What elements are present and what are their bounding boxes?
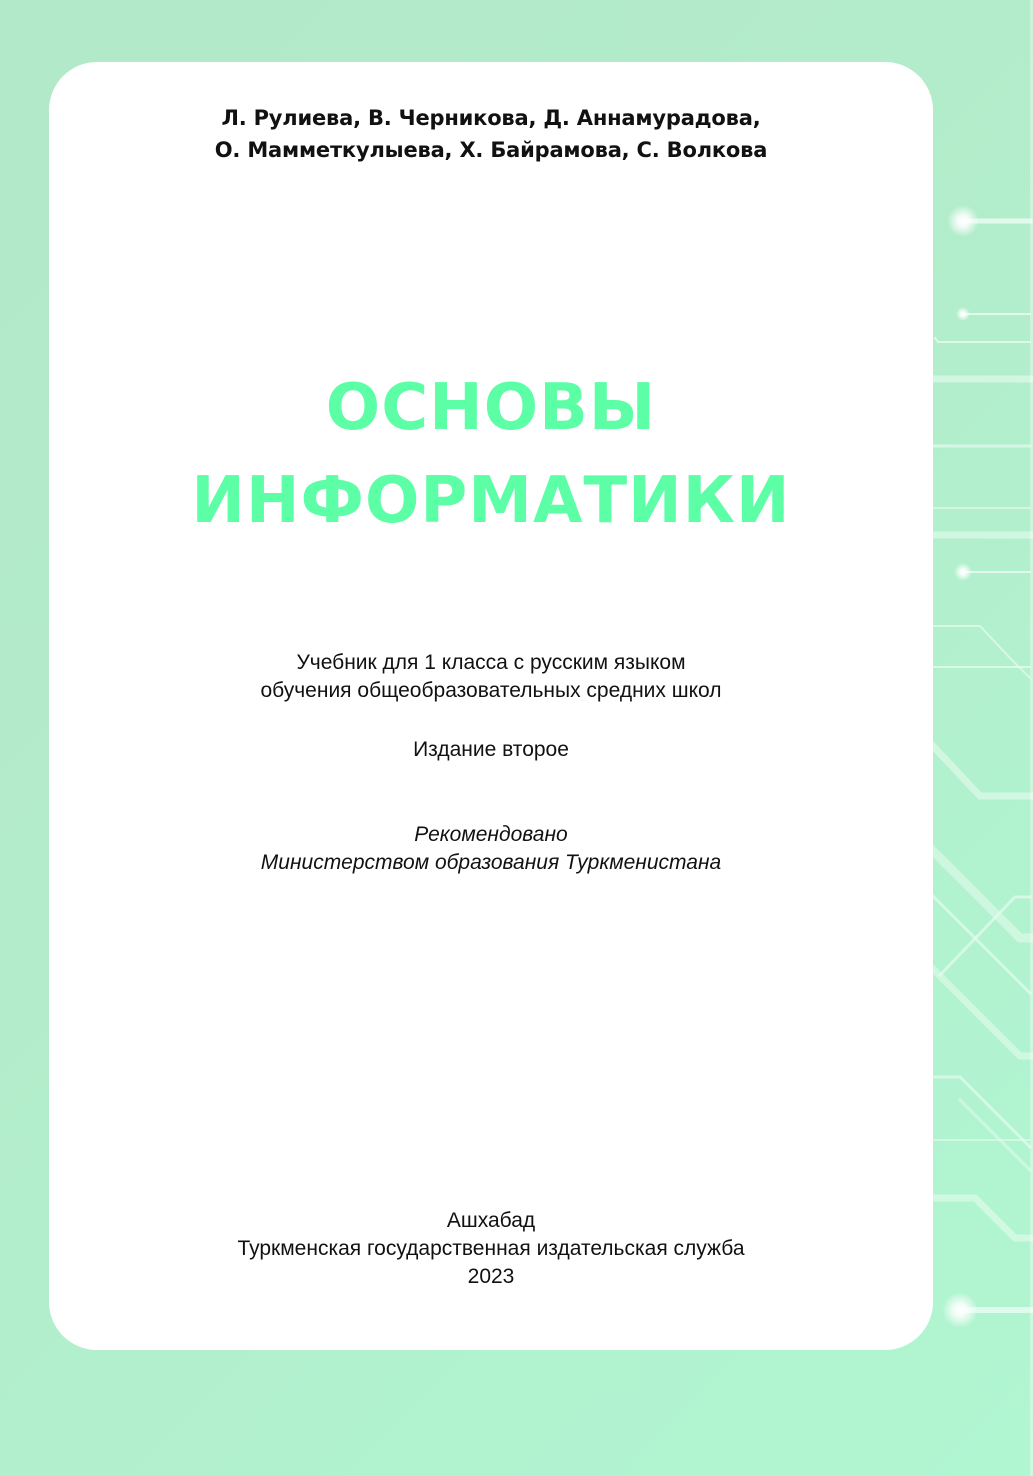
book-title-line-1: ОСНОВЫ <box>325 371 657 445</box>
imprint-publisher: Туркменская государственная издательская служба <box>237 1237 745 1260</box>
book-subtitle <box>49 649 933 705</box>
book-title <box>49 362 933 548</box>
authors-line-2: О. Мамметкулыева, Х. Байрамова, С. Волкова <box>214 138 768 162</box>
authors <box>49 102 933 166</box>
subtitle-line-1: Учебник для 1 класса с русским языком <box>296 651 686 674</box>
recommendation-line-2: Министерством образования Туркменистана <box>260 851 722 874</box>
authors-line-1: Л. Рулиева, В. Черникова, Д. Аннамурадова, <box>221 106 761 130</box>
title-page-card <box>49 62 933 1350</box>
publisher-imprint <box>49 1207 933 1291</box>
imprint-city: Ашхабад <box>446 1209 536 1232</box>
subtitle-line-2: обучения общеобразовательных средних школ <box>260 679 722 702</box>
recommendation <box>49 821 933 877</box>
imprint-year: 2023 <box>467 1265 515 1288</box>
recommendation-line-1: Рекомендовано <box>414 823 568 846</box>
edition-label: Издание второе <box>413 738 569 761</box>
book-title-line-2: ИНФОРМАТИКИ <box>191 464 791 538</box>
